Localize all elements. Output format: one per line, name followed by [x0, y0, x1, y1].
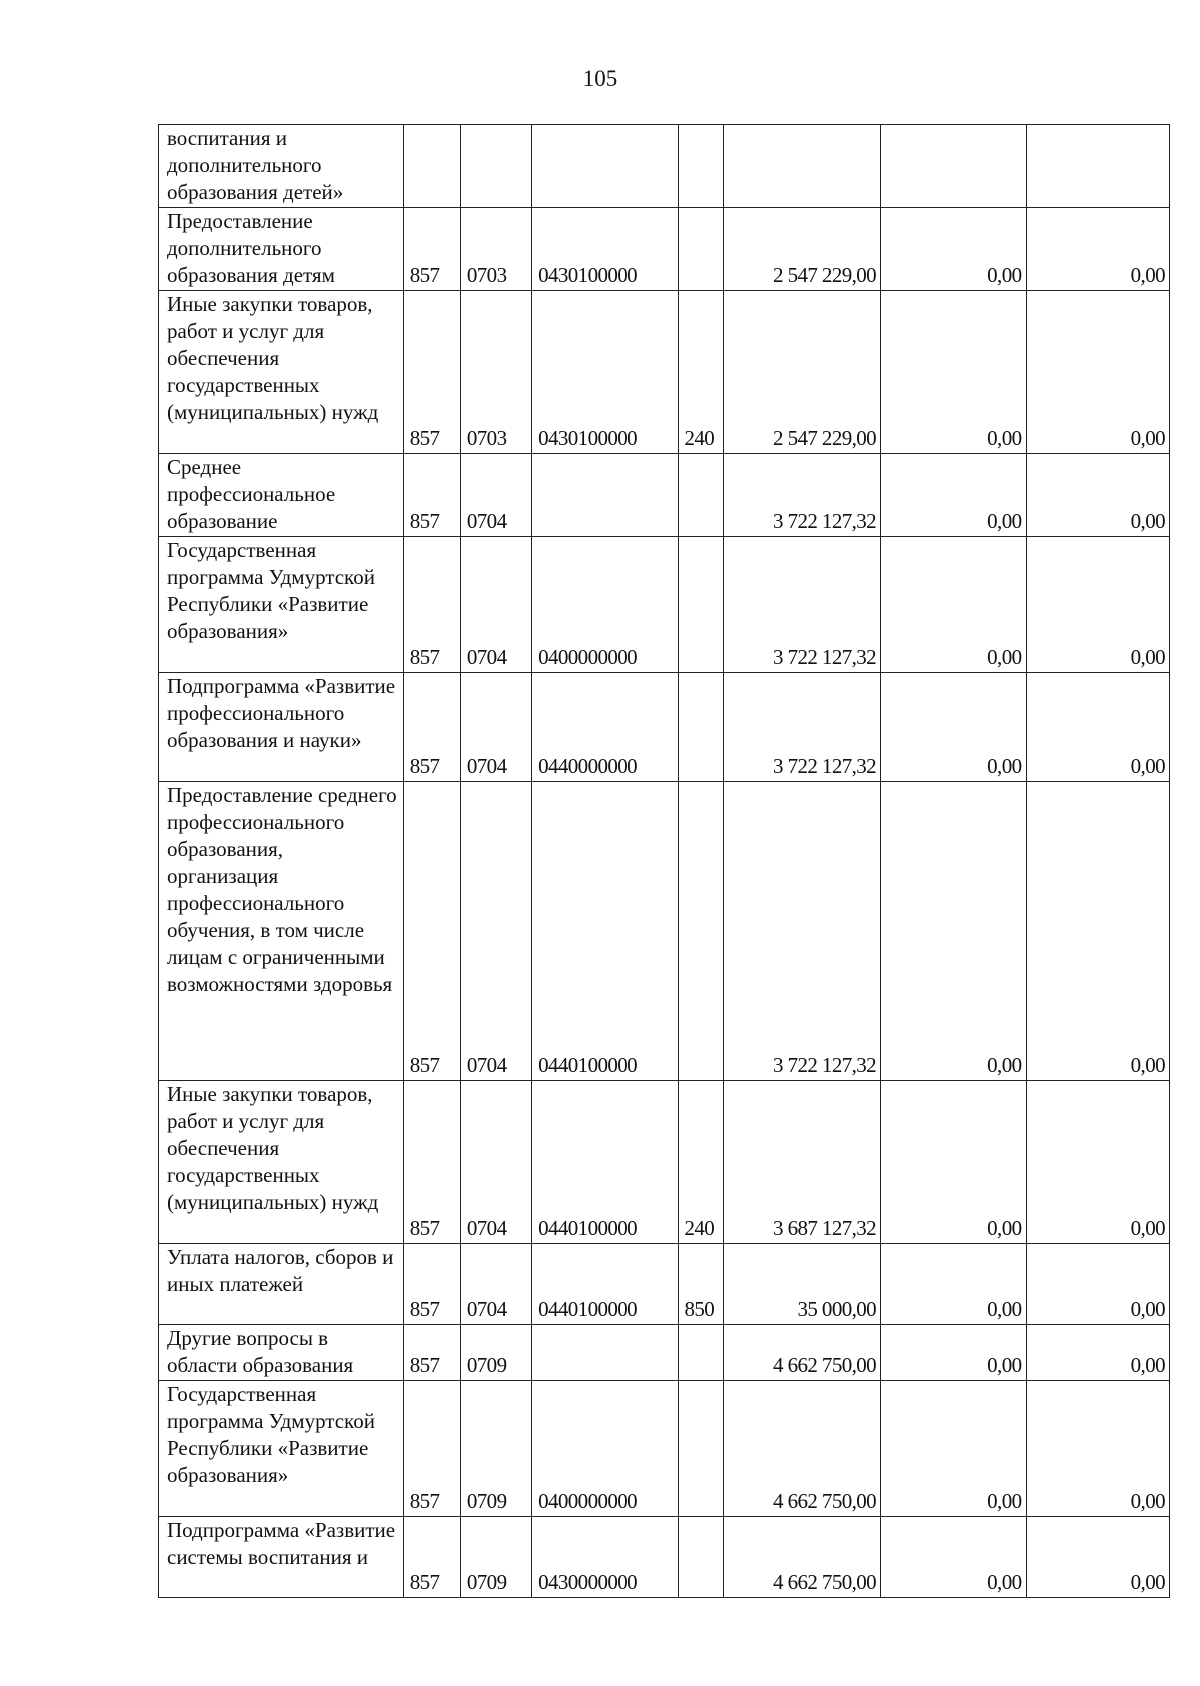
row-vr — [678, 454, 723, 537]
row-sum-3: 0,00 — [1026, 537, 1170, 673]
row-sum-1: 3 722 127,32 — [723, 782, 880, 1081]
row-cs: 0430000000 — [532, 1517, 678, 1598]
row-sum-3: 0,00 — [1026, 454, 1170, 537]
row-sum-1: 3 722 127,32 — [723, 537, 880, 673]
row-sum-3: 0,00 — [1026, 291, 1170, 454]
row-sum-3: 0,00 — [1026, 1081, 1170, 1244]
row-gr — [403, 125, 460, 208]
row-rz: 0704 — [460, 782, 531, 1081]
table-row — [159, 1381, 1170, 1517]
table-row — [159, 208, 1170, 291]
row-rz: 0704 — [460, 1244, 531, 1325]
row-sum-1: 2 547 229,00 — [723, 208, 880, 291]
row-sum-2: 0,00 — [881, 1244, 1026, 1325]
row-sum-1: 4 662 750,00 — [723, 1325, 880, 1381]
row-gr: 857 — [403, 208, 460, 291]
row-gr: 857 — [403, 1381, 460, 1517]
row-cs: 0400000000 — [532, 537, 678, 673]
row-cs: 0440100000 — [532, 1081, 678, 1244]
row-cs: 0440100000 — [532, 782, 678, 1081]
row-sum-2 — [881, 125, 1026, 208]
row-sum-1: 3 687 127,32 — [723, 1081, 880, 1244]
row-cs: 0430100000 — [532, 208, 678, 291]
row-cs — [532, 454, 678, 537]
row-sum-1: 3 722 127,32 — [723, 673, 880, 782]
table-row — [159, 454, 1170, 537]
budget-table-body — [159, 125, 1170, 1598]
row-rz: 0703 — [460, 208, 531, 291]
row-sum-3: 0,00 — [1026, 1381, 1170, 1517]
row-sum-2: 0,00 — [881, 673, 1026, 782]
row-rz: 0703 — [460, 291, 531, 454]
row-name: Другие вопросы в области образования — [159, 1325, 404, 1381]
row-rz: 0704 — [460, 454, 531, 537]
row-sum-3: 0,00 — [1026, 673, 1170, 782]
page-number: 105 — [582, 66, 618, 91]
table-row — [159, 1081, 1170, 1244]
row-gr: 857 — [403, 537, 460, 673]
row-gr: 857 — [403, 1517, 460, 1598]
row-sum-1: 3 722 127,32 — [723, 454, 880, 537]
row-sum-3: 0,00 — [1026, 782, 1170, 1081]
row-gr: 857 — [403, 1325, 460, 1381]
row-name: Среднее профессиональное образование — [159, 454, 404, 537]
row-gr: 857 — [403, 673, 460, 782]
row-sum-1: 4 662 750,00 — [723, 1381, 880, 1517]
row-cs: 0440000000 — [532, 673, 678, 782]
table-row — [159, 291, 1170, 454]
row-sum-3 — [1026, 125, 1170, 208]
row-sum-1: 4 662 750,00 — [723, 1517, 880, 1598]
row-vr: 240 — [678, 291, 723, 454]
table-row — [159, 1517, 1170, 1598]
row-name: воспитания и дополнительного образования детей» — [159, 125, 404, 208]
row-cs: 0430100000 — [532, 291, 678, 454]
row-sum-2: 0,00 — [881, 782, 1026, 1081]
row-name: Уплата налогов, сборов и иных платежей — [159, 1244, 404, 1325]
budget-table — [158, 124, 1170, 1598]
row-sum-1: 2 547 229,00 — [723, 291, 880, 454]
table-row — [159, 673, 1170, 782]
row-vr — [678, 125, 723, 208]
row-sum-2: 0,00 — [881, 208, 1026, 291]
row-cs: 0440100000 — [532, 1244, 678, 1325]
row-rz: 0704 — [460, 673, 531, 782]
row-name: Подпрограмма «Развитие системы воспитания и — [159, 1517, 404, 1598]
row-vr — [678, 1325, 723, 1381]
row-cs — [532, 125, 678, 208]
row-sum-3: 0,00 — [1026, 1244, 1170, 1325]
row-vr — [678, 782, 723, 1081]
row-name: Иные закупки товаров, работ и услуг для обеспечения государственных (муниципальных) нужд — [159, 1081, 404, 1244]
row-gr: 857 — [403, 1081, 460, 1244]
table-row — [159, 782, 1170, 1081]
row-sum-2: 0,00 — [881, 454, 1026, 537]
row-sum-2: 0,00 — [881, 1381, 1026, 1517]
row-rz — [460, 125, 531, 208]
row-sum-2: 0,00 — [881, 1517, 1026, 1598]
row-sum-2: 0,00 — [881, 537, 1026, 673]
row-sum-3: 0,00 — [1026, 1325, 1170, 1381]
row-vr — [678, 1381, 723, 1517]
row-cs — [532, 1325, 678, 1381]
row-rz: 0709 — [460, 1517, 531, 1598]
row-vr: 850 — [678, 1244, 723, 1325]
row-name: Иные закупки товаров, работ и услуг для обеспечения государственных (муниципальных) нужд — [159, 291, 404, 454]
row-vr: 240 — [678, 1081, 723, 1244]
table-row — [159, 125, 1170, 208]
row-sum-2: 0,00 — [881, 291, 1026, 454]
row-cs: 0400000000 — [532, 1381, 678, 1517]
row-name: Подпрограмма «Развитие профессионального образования и науки» — [159, 673, 404, 782]
row-sum-1: 35 000,00 — [723, 1244, 880, 1325]
row-vr — [678, 673, 723, 782]
row-sum-3: 0,00 — [1026, 1517, 1170, 1598]
row-name: Предоставление дополнительного образования детям — [159, 208, 404, 291]
row-gr: 857 — [403, 291, 460, 454]
row-gr: 857 — [403, 454, 460, 537]
row-sum-2: 0,00 — [881, 1081, 1026, 1244]
table-row — [159, 1325, 1170, 1381]
row-sum-3: 0,00 — [1026, 208, 1170, 291]
row-name: Государственная программа Удмуртской Республики «Развитие образования» — [159, 537, 404, 673]
row-gr: 857 — [403, 1244, 460, 1325]
row-rz: 0709 — [460, 1381, 531, 1517]
row-vr — [678, 208, 723, 291]
row-rz: 0704 — [460, 537, 531, 673]
row-vr — [678, 537, 723, 673]
row-gr: 857 — [403, 782, 460, 1081]
table-row — [159, 537, 1170, 673]
table-row — [159, 1244, 1170, 1325]
row-name: Государственная программа Удмуртской Республики «Развитие образования» — [159, 1381, 404, 1517]
row-name: Предоставление среднего профессионального образования, организация профессионального обучения, в том числе лицам с ограниченными возможностями здоровья — [159, 782, 404, 1081]
row-vr — [678, 1517, 723, 1598]
row-rz: 0704 — [460, 1081, 531, 1244]
row-sum-1 — [723, 125, 880, 208]
row-rz: 0709 — [460, 1325, 531, 1381]
row-sum-2: 0,00 — [881, 1325, 1026, 1381]
